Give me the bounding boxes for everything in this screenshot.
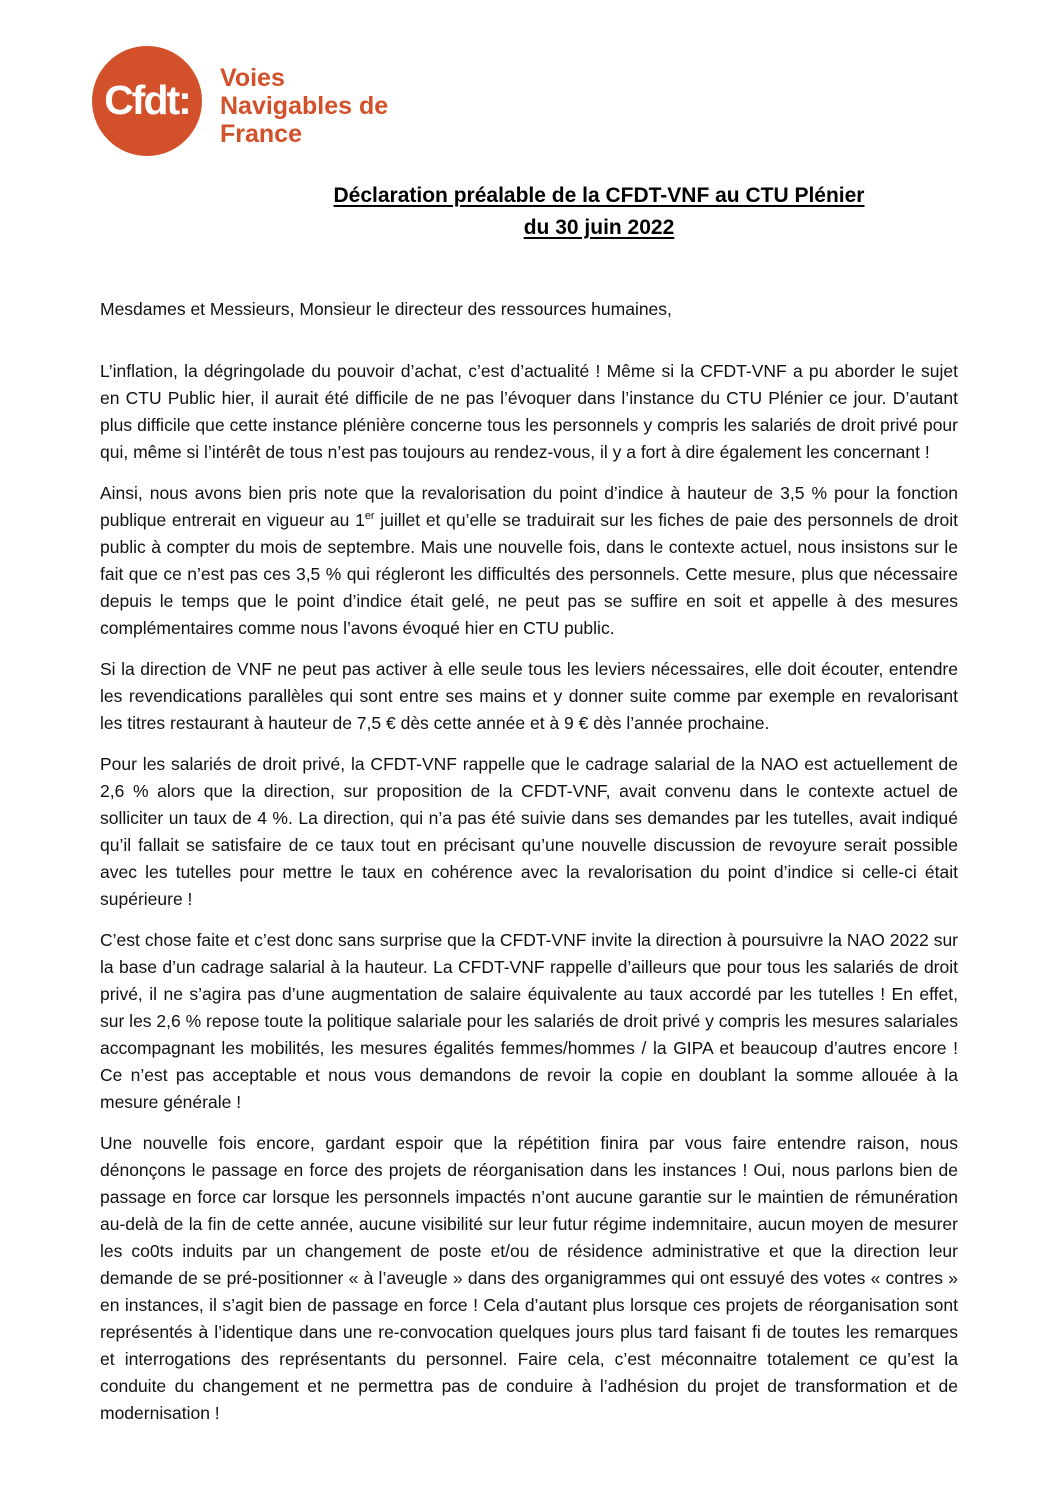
paragraph-nao-cadrage	[100, 751, 958, 913]
paragraph-nao-2022	[100, 927, 958, 1116]
ordinal-superscript: er	[364, 510, 375, 523]
org-name-line-1: Voies	[220, 64, 285, 92]
paragraph-text: juillet et qu’elle se traduirait sur les fiches de paie des personnels de droit public à compter du mois de septembre. Mais une nouvelle fois, dans le contexte actuel, nous insistons sur le fait que ce n’est pas ces 3,5 % qui régleront les difficultés des personnels. Cette mesure, plus que nécessaire depuis le temps que le point d’indice était gelé, ne peut pas se suffire en soit et appelle à des mesures complémentaires comme nous l’avons évoqué hier en CTU public.	[100, 510, 958, 638]
logo-header	[92, 46, 958, 164]
cfdt-logo-icon	[92, 46, 202, 156]
document-title-line-1: Déclaration préalable de la CFDT-VNF au CTU Plénier	[333, 184, 865, 207]
paragraph-inflation	[100, 358, 958, 466]
org-name-line-2: Navigables de	[220, 92, 389, 120]
paragraph-text: L’inflation, la dégringolade du pouvoir d’achat, c’est d’actualité ! Même si la CFDT-VNF a pu aborder le sujet en CTU Public hier, il aurait été difficile de ne pas l’évoquer dans l’instance du CTU Plénier ce jour. D’autant plus difficile que cette instance plénière concerne tous les personnels y compris les salariés de droit privé pour qui, même si l’intérêt de tous n’est pas toujours au rendez-vous, il y a fort à dire également les concernant !	[100, 361, 958, 462]
document-title-line-2: du 30 juin 2022	[523, 216, 675, 239]
paragraph-reorganisation	[100, 1130, 958, 1427]
paragraph-titres-restaurant	[100, 656, 958, 737]
org-name	[220, 46, 388, 148]
salutation: Mesdames et Messieurs, Monsieur le directeur des ressources humaines,	[100, 299, 672, 319]
org-name-line-3: France	[220, 120, 302, 148]
paragraph-text: Pour les salariés de droit privé, la CFDT-VNF rappelle que le cadrage salarial de la NAO est actuellement de 2,6 % alors que la direction, sur proposition de la CFDT-VNF, avait convenu dans le contexte actuel de solliciter un taux de 4 %. La direction, qui n’a pas été suivie dans ses demandes par les tutelles, avait indiqué qu’il fallait se satisfaire de ce taux tout en précisant qu’une nouvelle discussion de revoyure serait possible avec les tutelles pour mettre le taux en cohérence avec la revalorisation du point d’indice si celle-ci était supérieure !	[100, 754, 958, 909]
paragraph-text: Une nouvelle fois encore, gardant espoir que la répétition finira par vous faire entendre raison, nous dénonçons le passage en force des projets de réorganisation dans les instances ! Oui, nous parlons bien de passage en force car lorsque les personnels impactés n’ont aucune garantie sur le maintien de rémunération au-delà de la fin de cette année, aucune visibilité sur leur futur régime indemnitaire, aucun moyen de mesurer les co0ts induits par un changement de poste et/ou de résidence administrative et que la direction leur demande de se pré-positionner « à l’aveugle » dans des organigrammes qui ont essuyé des votes « contres » en instances, il s’agit bien de passage en force ! Cela d’autant plus lorsque ces projets de réorganisation sont représentés à l’identique dans une re-convocation quelques jours plus tard faisant fi de toutes les remarques et interrogations des représentants du personnel. Faire cela, c’est méconnaitre totalement ce qu’est la conduite du changement et ne permettra pas de conduire à l’adhésion du projet de transformation et de modernisation !	[100, 1133, 958, 1423]
paragraph-point-indice	[100, 480, 958, 642]
document-body	[100, 296, 958, 1427]
paragraph-text: Si la direction de VNF ne peut pas activer à elle seule tous les leviers nécessaires, elle doit écouter, entendre les revendications parallèles qui sont entre ses mains et y donner suite comme par exemple en revalorisant les titres restaurant à hauteur de 7,5 € dès cette année et à 9 € dès l’année prochaine.	[100, 659, 958, 733]
paragraph-text: Ainsi, nous avons bien pris note que la revalorisation du point d’indice à hauteur de 3,5 % pour la fonction publique entrerait en vigueur au 1	[100, 483, 958, 530]
cfdt-logo-text: Cfdt:	[104, 76, 190, 123]
paragraph-text: C’est chose faite et c’est donc sans surprise que la CFDT-VNF invite la direction à poursuivre la NAO 2022 sur la base d’un cadrage salarial à la hauteur. La CFDT-VNF rappelle d’ailleurs que pour tous les salariés de droit privé, il ne s’agira pas d’une augmentation de salaire équivalente au taux accordé par les tutelles ! En effet, sur les 2,6 % repose toute la politique salariale pour les salariés de droit privé y compris les mesures salariales accompagnant les mobilités, les mesures égalités femmes/hommes / la GIPA et beaucoup d’autres encore ! Ce n’est pas acceptable et nous vous demandons de revoir la copie en doublant la somme allouée à la mesure générale !	[100, 930, 958, 1112]
document-title	[100, 180, 958, 244]
